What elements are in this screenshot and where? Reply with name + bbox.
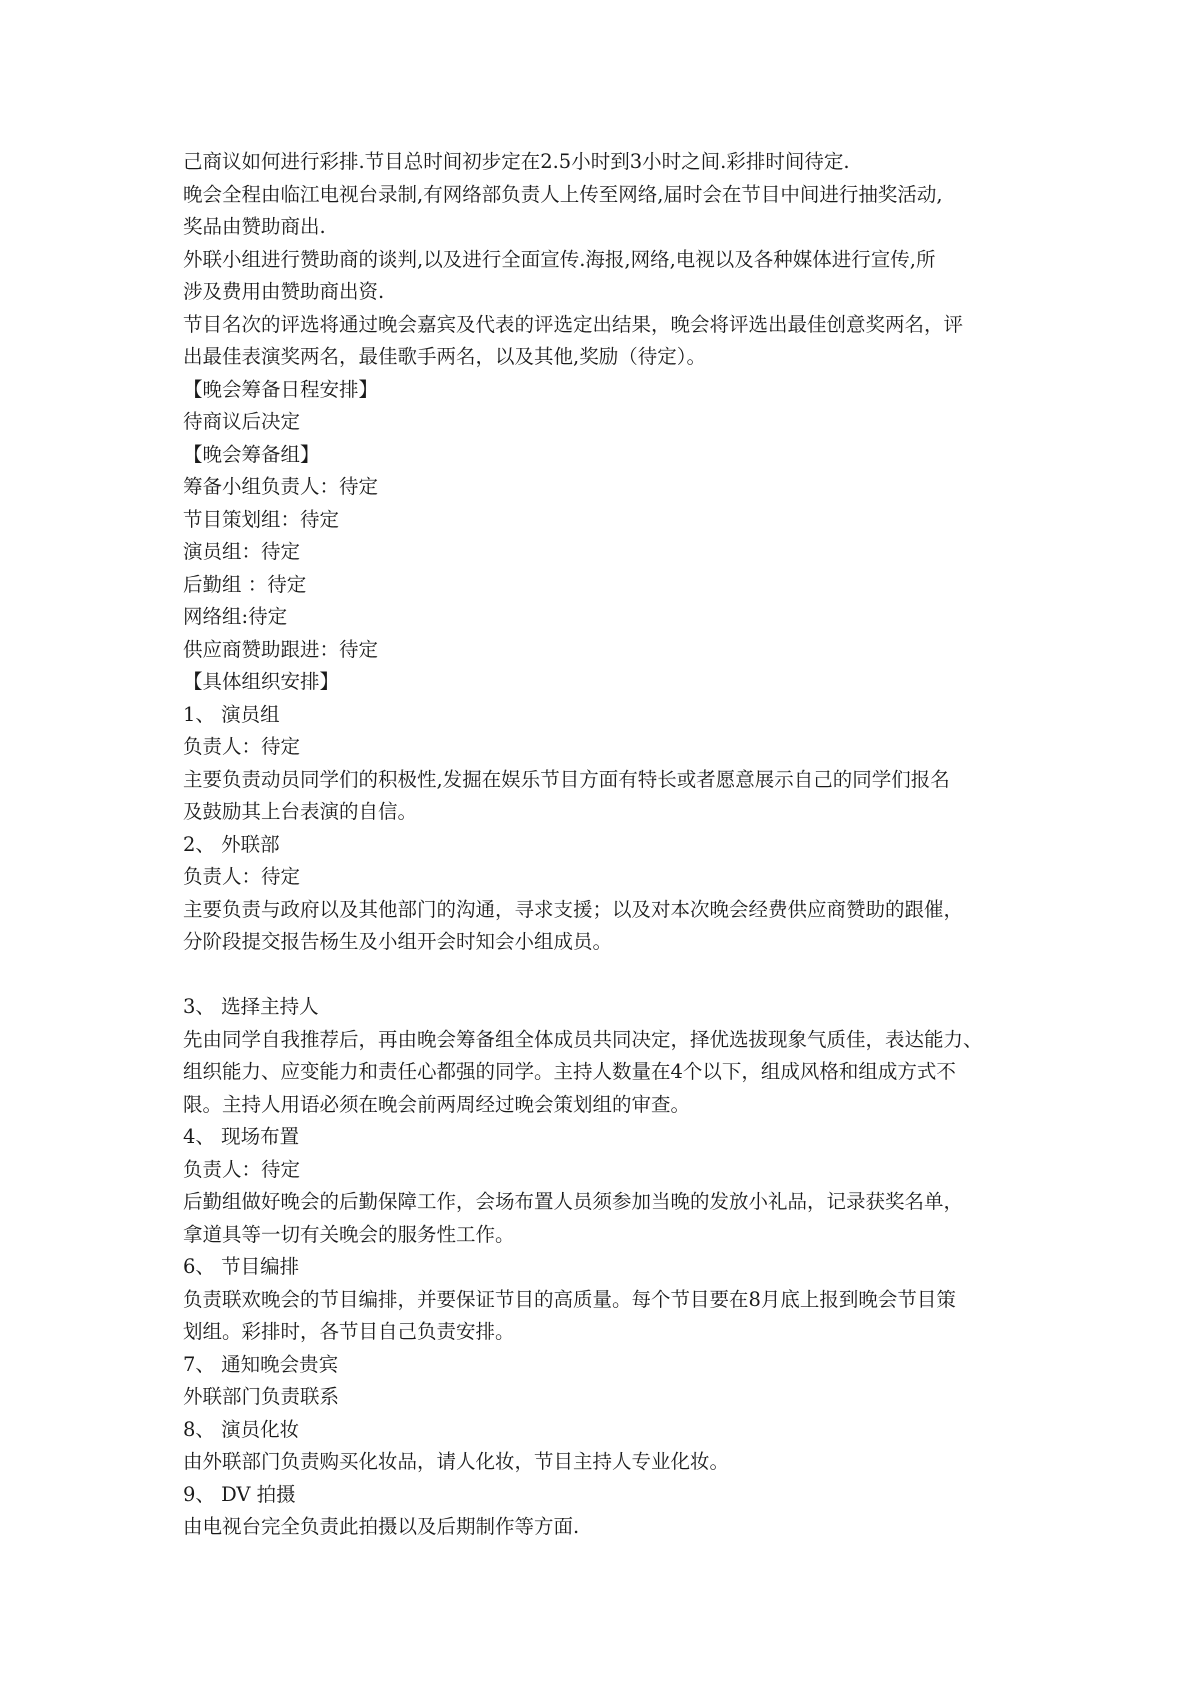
text-line: 奖品由赞助商出.: [183, 215, 326, 238]
text-line: 外联小组进行赞助商的谈判,以及进行全面宣传.海报,网络,电视以及各种媒体进行宣传,所: [183, 247, 936, 271]
text-line: 先由同学自我推荐后，再由晚会筹备组全体成员共同决定，择优选拔现象气质佳，表达能力、: [183, 1027, 983, 1051]
text-line: 主要负责与政府以及其他部门的沟通，寻求支援；以及对本次晚会经费供应商赞助的跟催，: [183, 897, 964, 921]
document-body: [183, 146, 1043, 1544]
text-line: 负责人：待定: [183, 735, 301, 758]
text-line: 出最佳表演奖两名，最佳歌手两名，以及其他,奖励（待定）。: [183, 345, 706, 368]
text-line: 负责人：待定: [183, 1157, 301, 1181]
list-item-heading: 4、 现场布置: [183, 1125, 300, 1148]
text-line: 演员组：待定: [183, 540, 301, 563]
section-heading-committee: 【晚会筹备组】: [183, 442, 320, 466]
text-line: 待商议后决定: [183, 410, 301, 433]
list-item-heading: 2、 外联部: [183, 832, 280, 856]
section-heading-schedule: 【晚会筹备日程安排】: [183, 377, 379, 401]
text-line: 节目策划组：待定: [183, 507, 340, 531]
text-line: 后勤组 ：待定: [183, 572, 307, 596]
text-line: 负责联欢晚会的节目编排，并要保证节目的高质量。每个节目要在8月底上报到晚会节目策: [183, 1287, 956, 1311]
blank-line: [183, 959, 1043, 992]
text-line: 筹备小组负责人：待定: [183, 475, 379, 498]
text-line: 涉及费用由赞助商出资.: [183, 280, 385, 303]
list-item-heading: 7、 通知晚会贵宾: [183, 1352, 339, 1376]
text-line: 由电视台完全负责此拍摄以及后期制作等方面.: [183, 1515, 580, 1538]
list-item-heading: 6、 节目编排: [183, 1255, 300, 1278]
text-line: 拿道具等一切有关晚会的服务性工作。: [183, 1222, 515, 1246]
list-item-heading: 9、 DV 拍摄: [183, 1482, 296, 1506]
text-line: 节目名次的评选将通过晚会嘉宾及代表的评选定出结果，晚会将评选出最佳创意奖两名，评: [183, 312, 964, 336]
list-item-heading: 3、 选择主持人: [183, 995, 319, 1018]
text-line: 主要负责动员同学们的积极性,发掘在娱乐节目方面有特长或者愿意展示自己的同学们报名: [183, 767, 950, 791]
text-line: 及鼓励其上台表演的自信。: [183, 800, 418, 823]
text-line: 网络组:待定: [183, 605, 288, 628]
text-line: 划组。彩排时，各节目自己负责安排。: [183, 1320, 515, 1343]
text-line: 由外联部门负责购买化妆品，请人化妆，节目主持人专业化妆。: [183, 1450, 730, 1473]
list-item-heading: 1、 演员组: [183, 702, 280, 726]
text-line: 供应商赞助跟进：待定: [183, 637, 379, 661]
text-line: 外联部门负责联系: [183, 1385, 340, 1408]
text-line: 组织能力、应变能力和责任心都强的同学。主持人数量在4个以下，组成风格和组成方式不: [183, 1060, 956, 1083]
text-line: 限。主持人用语必须在晚会前两周经过晚会策划组的审查。: [183, 1092, 691, 1116]
section-heading-arrangement: 【具体组织安排】: [183, 670, 340, 693]
text-line: 晚会全程由临江电视台录制,有网络部负责人上传至网络,届时会在节目中间进行抽奖活动,: [183, 182, 943, 206]
text-line: 己商议如何进行彩排.节目总时间初步定在2.5小时到3小时之间.彩排时间待定.: [183, 150, 850, 173]
text-line: 后勤组做好晚会的后勤保障工作，会场布置人员须参加当晚的发放小礼品，记录获奖名单，: [183, 1190, 964, 1213]
text-line: 负责人：待定: [183, 865, 301, 888]
list-item-heading: 8、 演员化妆: [183, 1417, 300, 1441]
text-line: 分阶段提交报告杨生及小组开会时知会小组成员。: [183, 930, 613, 953]
